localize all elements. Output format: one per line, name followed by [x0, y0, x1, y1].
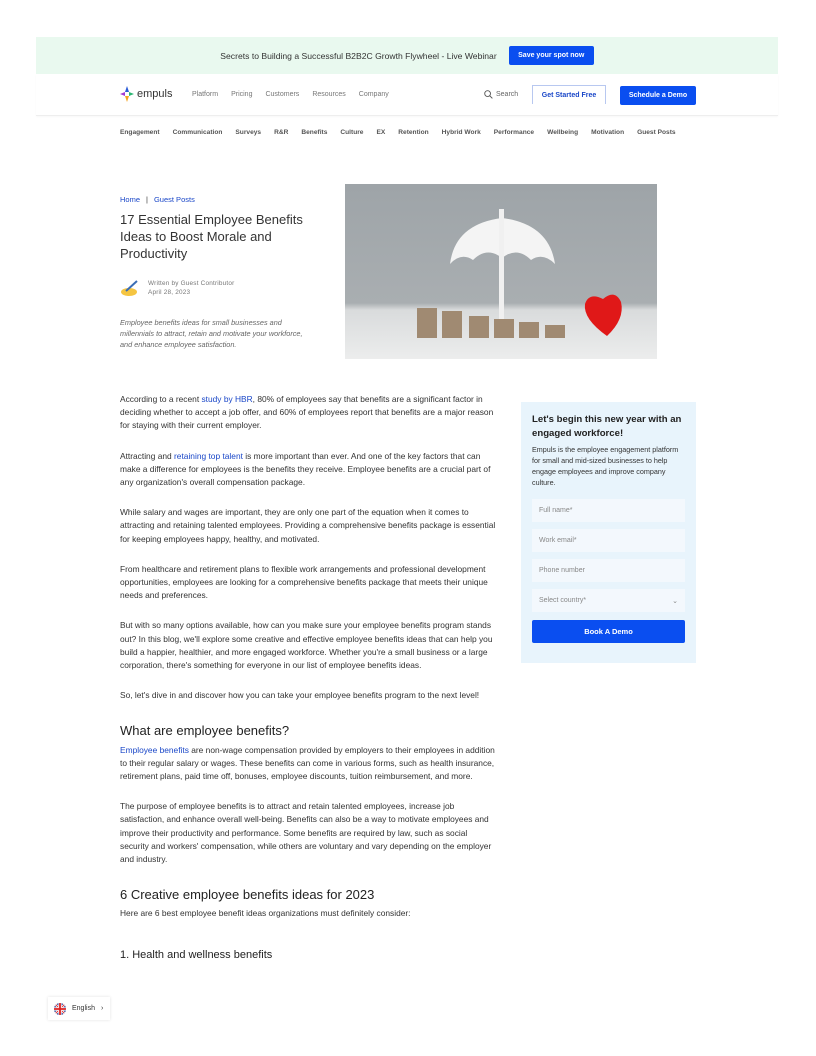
- paragraph: According to a recent study by HBR, 80% of employees say that benefits are a significant factor in deciding whether to accept a job offer, and 60% of employees report that benefits are a major reason for staying with their current employer.: [120, 394, 494, 431]
- paragraph: Employee benefits are non-wage compensation provided by employers to their employees in addition to their regular salary or wages. These benefits can come in various forms, such as health insurance, retirement plans, paid time off, bonuses, employee discounts, tuition reimbursement, and more.: [120, 744, 495, 782]
- banner-text: Secrets to Building a Successful B2B2C Growth Flywheel - Live Webinar: [220, 50, 497, 61]
- category-item[interactable]: Motivation: [591, 129, 625, 136]
- demo-form: [521, 402, 696, 663]
- study-by-hbr-link[interactable]: study by HBR: [201, 394, 253, 404]
- page-title: 17 Essential Employee Benefits Ideas to Boost Morale and Productivity: [120, 212, 303, 261]
- chevron-down-icon: ⌄: [672, 597, 678, 605]
- category-item[interactable]: Guest Posts: [637, 129, 676, 136]
- main-menu: [192, 91, 389, 98]
- category-item[interactable]: Engagement: [120, 129, 160, 136]
- form-description: Empuls is the employee engagement platform for small and mid-sized businesses to help engage employees and improve company culture.: [532, 445, 679, 487]
- umbrella-coins-heart-illustration: [345, 184, 657, 359]
- phone-input[interactable]: Phone number: [532, 559, 685, 582]
- search-button[interactable]: [484, 90, 518, 99]
- category-item[interactable]: R&R: [274, 129, 289, 136]
- book-demo-button[interactable]: Book A Demo: [532, 620, 685, 643]
- country-select[interactable]: Select country* ⌄: [532, 589, 685, 612]
- category-item[interactable]: EX: [376, 129, 386, 136]
- empuls-logo-icon: [120, 86, 134, 102]
- full-name-input[interactable]: Full name*: [532, 499, 685, 522]
- breadcrumb-separator: |: [146, 195, 148, 204]
- promo-banner: [36, 37, 778, 74]
- breadcrumb-current[interactable]: Guest Posts: [153, 195, 195, 204]
- language-label: English: [72, 1005, 95, 1012]
- uk-flag-icon: [54, 1003, 66, 1015]
- category-item[interactable]: Wellbeing: [547, 129, 579, 136]
- paragraph: From healthcare and retirement plans to flexible work arrangements and professional development opportunities, employees are looking for a comprehensive benefits package that meets their unique needs and preferences.: [120, 563, 488, 601]
- work-email-input[interactable]: Work email*: [532, 529, 685, 552]
- section-heading: What are employee benefits?: [120, 723, 290, 739]
- menu-resources[interactable]: Resources: [312, 91, 346, 98]
- paragraph: Attracting and retaining top talent is more important than ever. And one of the key factors that can make a difference for employees is the benefits they receive. Employee benefits are a crucial part of any organization's overall compensation package.: [120, 450, 491, 488]
- hero-image: [345, 184, 657, 359]
- paragraph: While salary and wages are important, they are only one part of the equation when it comes to attracting and retaining talented employees. Providing a comprehensive benefits package is essential for keeping employees happy, healthy, and motivated.: [120, 507, 496, 544]
- search-icon: [484, 90, 493, 99]
- language-switcher[interactable]: [48, 997, 110, 1020]
- subsection-heading: 1. Health and wellness benefits: [120, 948, 273, 961]
- search-label: Search: [496, 91, 519, 98]
- post-excerpt: Employee benefits ideas for small businesses and millennials to attract, retain and motivate your workforce, and enhance employee satisfaction.: [120, 318, 303, 349]
- menu-company[interactable]: Company: [358, 91, 389, 98]
- retaining-top-talent-link[interactable]: retaining top talent: [174, 450, 243, 461]
- post-date: April 28, 2023: [148, 289, 191, 296]
- form-title: Let's begin this new year with an engaged workforce!: [532, 414, 682, 439]
- category-item[interactable]: Performance: [493, 129, 535, 136]
- save-spot-button[interactable]: Save your spot now: [509, 46, 594, 65]
- author-block: [120, 279, 234, 297]
- category-item[interactable]: Hybrid Work: [441, 129, 481, 136]
- category-bar: [120, 129, 696, 136]
- paragraph: The purpose of employee benefits is to attract and retain talented employees, increase job satisfaction, and enhance overall well-being. Benefits can also be a way to motivate employees and improve their productivity and performance. Some benefits are required by law, such as social security and workers' compensation, while others are voluntary and vary depending on the employer and industry.: [120, 801, 492, 865]
- get-started-button[interactable]: Get Started Free: [532, 85, 606, 104]
- breadcrumb-home[interactable]: Home: [120, 195, 141, 204]
- article-body: [120, 393, 498, 962]
- paragraph: So, let's dive in and discover how you can take your employee benefits program to the next level!: [120, 690, 480, 701]
- paragraph: But with so many options available, how can you make sure your employee benefits program stands out? In this blog, we'll explore some creative and effective employee benefits ideas that can help you build a happier, healthier, and more engaged workforce. Whether you're a small business or a large corporation, there's something for everyone in our list of employee benefits ideas.: [120, 620, 493, 671]
- menu-platform[interactable]: Platform: [192, 91, 219, 98]
- menu-pricing[interactable]: Pricing: [231, 91, 253, 98]
- paragraph: Here are 6 best employee benefit ideas organizations must definitely consider:: [120, 908, 411, 919]
- section-heading: 6 Creative employee benefits ideas for 2023: [120, 887, 375, 903]
- category-item[interactable]: Retention: [398, 129, 429, 136]
- author-name: Written by Guest Contributor: [148, 280, 235, 287]
- brand-name: empuls: [137, 88, 173, 100]
- top-nav: [36, 74, 778, 116]
- menu-customers[interactable]: Customers: [265, 91, 300, 98]
- breadcrumb: [120, 195, 195, 204]
- category-item[interactable]: Culture: [340, 129, 364, 136]
- category-item[interactable]: Communication: [172, 129, 223, 136]
- writing-hand-icon: [120, 279, 140, 297]
- logo[interactable]: [120, 86, 172, 102]
- employee-benefits-link[interactable]: Employee benefits: [120, 744, 189, 755]
- chevron-right-icon: ›: [100, 1005, 104, 1012]
- category-item[interactable]: Benefits: [301, 129, 328, 136]
- category-item[interactable]: Surveys: [235, 129, 262, 136]
- schedule-demo-button[interactable]: Schedule a Demo: [620, 86, 696, 105]
